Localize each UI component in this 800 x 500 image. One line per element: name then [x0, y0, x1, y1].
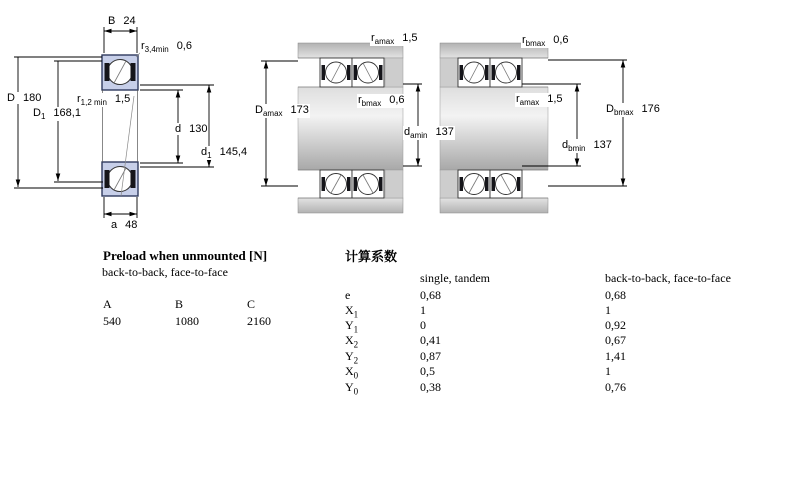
dim-label-rbmax-a: $r_{bmax}$ 0,6: [358, 94, 405, 109]
factors-col1-header: single, tandem: [420, 271, 490, 285]
dim-label-d: d 130: [175, 123, 208, 135]
preload-col-C: C: [247, 297, 256, 311]
factor-row-X1: $X_1$ 1 1: [345, 303, 611, 320]
dim-label-dbmin: $d_{bmin}$ 137: [562, 139, 612, 154]
dim-label-damin: $d_{amin}$ 137: [404, 126, 454, 141]
dim-label-ramax-b: $r_{amax}$ 1,5: [516, 93, 563, 108]
dim-label-Dbmax: $D_{bmax}$ 176: [606, 103, 660, 118]
preload-col-A: A: [103, 297, 112, 311]
dim-label-ramax-a: $r_{amax}$ 1,5: [371, 32, 418, 47]
dim-label-d1: $d_1$ 145,4: [201, 146, 248, 161]
preload-value-B: 1080: [175, 314, 199, 328]
preload-subtitle: back-to-back, face-to-face: [102, 265, 228, 279]
mounting-arrangement-b: [440, 43, 548, 213]
factor-row-Y0: $Y_0$ 0,38 0,76: [345, 380, 626, 397]
mounting-arrangement-a: [298, 43, 403, 213]
factor-row-Y1: $Y_1$ 0 0,92: [345, 318, 626, 335]
preload-col-B: B: [175, 297, 184, 311]
dim-label-r12min: $r_{1,2 min}$ 1,5: [77, 93, 131, 108]
factor-row-X2: $X_2$ 0,41 0,67: [345, 333, 626, 350]
preload-value-C: 2160: [247, 314, 271, 328]
dim-label-D1: $D_1$ 168,1: [33, 107, 81, 122]
factor-row-Y2: $Y_2$ 0,87 1,41: [345, 349, 626, 366]
dim-label-rbmax-b: $r_{bmax}$ 0,6: [522, 34, 569, 49]
dim-label-B: B 24: [108, 15, 136, 27]
single-bearing-section: [102, 50, 143, 196]
right-dimension-arrows: [575, 60, 626, 186]
dim-label-Damax: $D_{amax}$ 173: [255, 104, 309, 119]
preload-value-A: 540: [103, 314, 121, 328]
factors-title: 计算系数: [345, 249, 398, 264]
dim-label-r34min: $r_{3,4min}$ 0,6: [141, 40, 192, 55]
factor-row-e: e 0,68 0,68: [345, 288, 626, 302]
dim-label-a: a 48: [111, 219, 138, 231]
dim-label-D: D 180: [7, 92, 42, 104]
factor-row-X0: $X_0$ 0,5 1: [345, 364, 611, 381]
preload-title: Preload when unmounted [N]: [103, 248, 268, 263]
factors-col2-header: back-to-back, face-to-face: [605, 271, 731, 285]
